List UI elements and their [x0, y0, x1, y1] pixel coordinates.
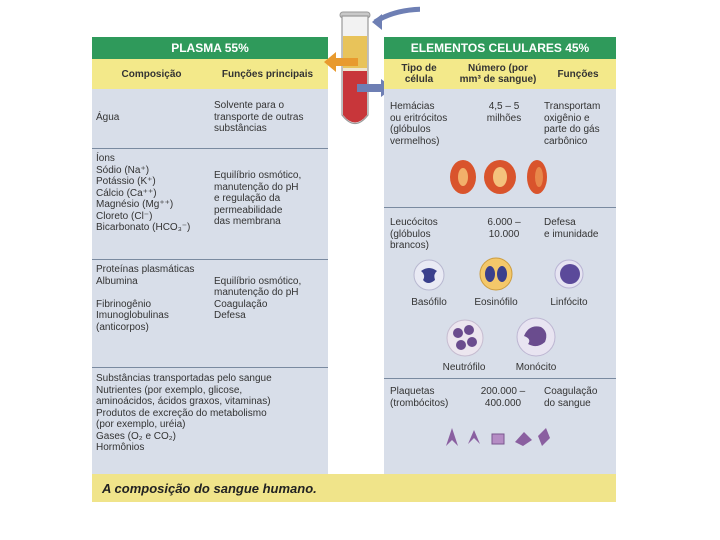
plasma-row-1-comp: Água [96, 112, 120, 123]
plasma-row-2-comp: Íons Sódio (Na⁺) Potássio (K⁺) Cálcio (Ca⁺⁺) Magnésio (Mg⁺⁺) Cloreto (Cl⁻) Bicarbonato (HCO₃⁻) [96, 153, 191, 233]
plasma-row-1-func: Solvente para o transporte de outras substâncias [214, 100, 304, 134]
plasma-row-2-func: Equilíbrio osmótico, manutenção do pH e regulação da permeabilidade das membrana [214, 170, 302, 227]
monocyte-icon [515, 316, 557, 358]
eosinophil-label: Eosinófilo [474, 297, 518, 308]
plasma-row-4-comp: Substâncias transportadas pelo sangue Nutrientes (por exemplo, glicose, aminoácidos, ácidos graxos, vitaminas) Produtos de excreção do metabolismo (por exemplo, uréia) Gases (O₂ e CO₂) Hormônios [96, 373, 272, 453]
plasma-col-functions: Funções principais [221, 69, 314, 80]
cells-row-1-number: 4,5 – 5 milhões [486, 101, 522, 124]
eosinophil-icon [478, 256, 514, 292]
plasma-header: PLASMA 55% [92, 37, 328, 59]
plasma-divider-1 [92, 148, 328, 149]
basophil-label: Basófilo [411, 297, 447, 308]
cells-row-1-func: Transportam oxigênio e parte do gás carbônico [544, 101, 601, 147]
cells-row-3-number: 200.000 – 400.000 [480, 386, 526, 409]
monocyte-label: Monócito [515, 362, 557, 373]
neutrophil-icon [445, 318, 485, 358]
cells-header: ELEMENTOS CELULARES 45% [384, 37, 616, 59]
cells-row-2-func: Defesa e imunidade [544, 217, 599, 240]
neutrophil-label: Neutrófilo [442, 362, 486, 373]
cells-row-3-type: Plaquetas (trombócitos) [390, 386, 449, 409]
cells-divider-2 [384, 378, 616, 379]
cells-row-2-type: Leucócitos (glóbulos brancos) [390, 217, 438, 251]
lymphocyte-icon [553, 258, 585, 290]
erythrocytes-illustration [445, 155, 555, 200]
arrow-to-plasma-icon [322, 48, 362, 76]
lymphocyte-label: Linfócito [550, 297, 588, 308]
cells-row-2-number: 6.000 – 10.000 [487, 217, 521, 240]
plasma-row-3-comp: Proteínas plasmáticas Albumina Fibrinogênio Imunoglobulinas (anticorpos) [96, 264, 195, 333]
cells-col-number: Número (por mm³ de sangue) [459, 63, 537, 85]
plasma-col-composition: Composição [121, 69, 182, 80]
cells-row-3-func: Coagulação do sangue [544, 386, 598, 409]
plasma-divider-2 [92, 259, 328, 260]
cells-col-functions: Funções [557, 69, 599, 80]
plasma-row-3-func: Equilíbrio osmótico, manutenção do pH Coagulação Defesa [214, 275, 302, 321]
basophil-icon [412, 258, 446, 292]
platelets-illustration [440, 422, 555, 452]
cells-col-type: Tipo de célula [401, 63, 437, 85]
figure-caption: A composição do sangue humano. [92, 474, 616, 502]
cells-divider-1 [384, 207, 616, 208]
plasma-divider-3 [92, 367, 328, 368]
cells-row-1-type: Hemácias ou eritrócitos (glóbulos vermelhos) [390, 101, 448, 147]
